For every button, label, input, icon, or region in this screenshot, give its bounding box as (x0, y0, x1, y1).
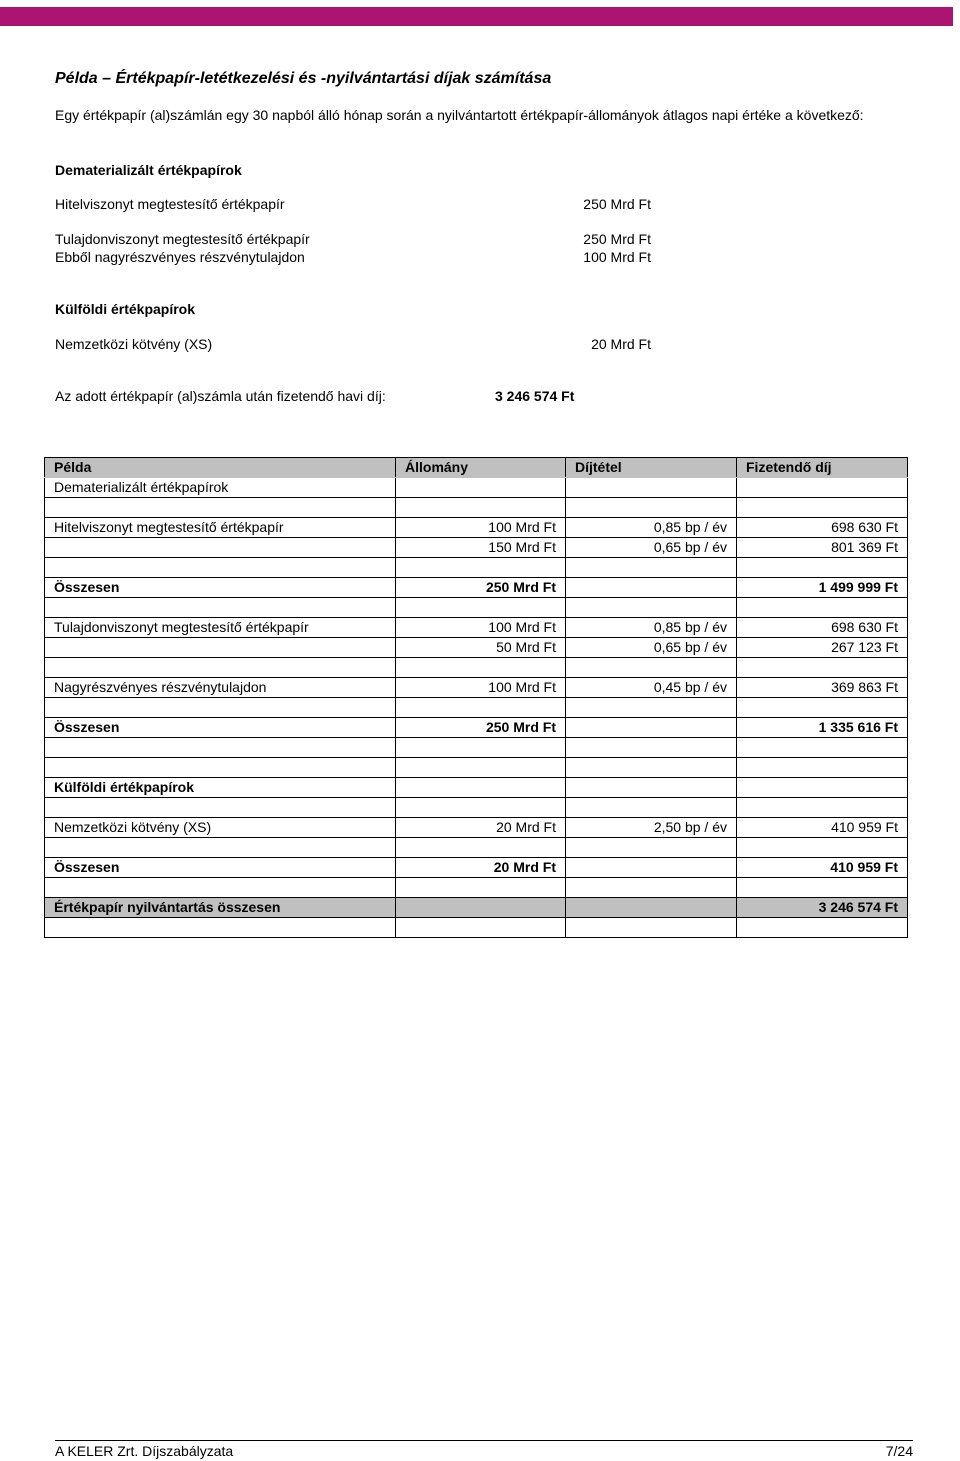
table-cell (566, 658, 737, 678)
table-row (45, 658, 908, 678)
table-cell: 0,65 bp / év (566, 638, 737, 658)
table-cell: 100 Mrd Ft (396, 518, 566, 538)
header-bar (0, 7, 953, 26)
table-cell (566, 778, 737, 798)
table-cell: Külföldi értékpapírok (45, 778, 396, 798)
table-cell (737, 698, 908, 718)
table-cell: Nemzetközi kötvény (XS) (45, 818, 396, 838)
column-header: Fizetendő díj (737, 458, 908, 478)
table-cell (396, 798, 566, 818)
table-cell (396, 918, 566, 938)
table-cell (396, 478, 566, 498)
table-row (45, 758, 908, 778)
table-cell: 150 Mrd Ft (396, 538, 566, 558)
table-cell: 369 863 Ft (737, 678, 908, 698)
table-row (45, 698, 908, 718)
table-cell: 250 Mrd Ft (396, 578, 566, 598)
table-row (45, 638, 908, 658)
table-cell (566, 918, 737, 938)
table-row (45, 818, 908, 838)
monthly-fee-value: 3 246 574 Ft (495, 388, 575, 404)
page-title: Példa – Értékpapír-letétkezelési és -nyilvántartási díjak számítása (55, 70, 552, 87)
table-cell: Összesen (45, 858, 396, 878)
summary-value: 100 Mrd Ft (583, 249, 651, 265)
table-cell (566, 798, 737, 818)
table-cell (396, 658, 566, 678)
table-cell (737, 498, 908, 518)
table-cell: 0,45 bp / év (566, 678, 737, 698)
table-row (45, 918, 908, 938)
dematerialized-heading: Dematerializált értékpapírok (55, 162, 242, 178)
table-cell (45, 558, 396, 578)
table-cell (566, 498, 737, 518)
fee-table (44, 457, 908, 938)
table-cell (737, 738, 908, 758)
summary-label: Tulajdonviszonyt megtestesítő értékpapír (55, 231, 310, 247)
table-cell (566, 898, 737, 918)
table-cell: 100 Mrd Ft (396, 678, 566, 698)
table-cell: 0,65 bp / év (566, 538, 737, 558)
table-cell (45, 918, 396, 938)
table-cell: 50 Mrd Ft (396, 638, 566, 658)
table-cell (737, 838, 908, 858)
column-header: Állomány (396, 458, 566, 478)
table-cell: Értékpapír nyilvántartás összesen (45, 898, 396, 918)
table-cell (396, 558, 566, 578)
table-cell (566, 878, 737, 898)
footer-divider (55, 1440, 913, 1441)
table-cell: 2,50 bp / év (566, 818, 737, 838)
table-row (45, 498, 908, 518)
table-cell: 267 123 Ft (737, 638, 908, 658)
table-cell: 410 959 Ft (737, 818, 908, 838)
table-cell (566, 758, 737, 778)
table-cell: 801 369 Ft (737, 538, 908, 558)
table-cell (45, 658, 396, 678)
table-row (45, 618, 908, 638)
table-row (45, 858, 908, 878)
table-cell (396, 898, 566, 918)
table-row (45, 718, 908, 738)
page-number: 7/24 (885, 1443, 913, 1459)
table-cell (396, 498, 566, 518)
table-cell (45, 598, 396, 618)
table-cell: 698 630 Ft (737, 618, 908, 638)
table-row (45, 538, 908, 558)
table-cell (566, 578, 737, 598)
table-cell (45, 498, 396, 518)
table-cell (396, 778, 566, 798)
table-cell: 3 246 574 Ft (737, 898, 908, 918)
table-row (45, 598, 908, 618)
table-cell: 0,85 bp / év (566, 518, 737, 538)
table-cell (45, 758, 396, 778)
column-header: Díjtétel (566, 458, 737, 478)
table-header-row (45, 458, 908, 478)
table-cell (45, 538, 396, 558)
table-cell (566, 838, 737, 858)
table-cell (737, 758, 908, 778)
table-cell (45, 838, 396, 858)
table-cell (737, 918, 908, 938)
table-cell: 698 630 Ft (737, 518, 908, 538)
table-cell (566, 598, 737, 618)
table-cell (45, 878, 396, 898)
table-cell: Dematerializált értékpapírok (45, 478, 396, 498)
table-cell (396, 738, 566, 758)
table-cell: 1 499 999 Ft (737, 578, 908, 598)
table-cell (737, 658, 908, 678)
summary-value: 250 Mrd Ft (583, 231, 651, 247)
table-cell (396, 698, 566, 718)
table-row (45, 838, 908, 858)
summary-label: Hitelviszonyt megtestesítő értékpapír (55, 196, 285, 212)
table-cell: 20 Mrd Ft (396, 858, 566, 878)
table-cell: 20 Mrd Ft (396, 818, 566, 838)
table-cell (737, 478, 908, 498)
summary-label: Nemzetközi kötvény (XS) (55, 336, 213, 352)
table-cell: 250 Mrd Ft (396, 718, 566, 738)
table-cell (737, 878, 908, 898)
table-cell (566, 558, 737, 578)
table-cell (737, 798, 908, 818)
table-row (45, 798, 908, 818)
table-cell (737, 778, 908, 798)
table-row (45, 518, 908, 538)
table-cell: Hitelviszonyt megtestesítő értékpapír (45, 518, 396, 538)
table-cell: Összesen (45, 578, 396, 598)
table-cell: 1 335 616 Ft (737, 718, 908, 738)
summary-value: 250 Mrd Ft (583, 196, 651, 212)
column-header: Példa (45, 458, 396, 478)
table-cell (396, 838, 566, 858)
table-row (45, 678, 908, 698)
summary-label: Ebből nagyrészvényes részvénytulajdon (55, 249, 305, 265)
table-cell (45, 798, 396, 818)
table-cell: 0,85 bp / év (566, 618, 737, 638)
summary-value: 20 Mrd Ft (591, 336, 651, 352)
table-cell (45, 698, 396, 718)
table-cell (737, 558, 908, 578)
table-cell (566, 858, 737, 878)
table-cell (566, 478, 737, 498)
table-row (45, 878, 908, 898)
table-row (45, 778, 908, 798)
table-row (45, 558, 908, 578)
table-cell (396, 878, 566, 898)
table-cell: Tulajdonviszonyt megtestesítő értékpapír (45, 618, 396, 638)
table-cell (566, 738, 737, 758)
foreign-heading: Külföldi értékpapírok (55, 301, 196, 317)
table-cell: 410 959 Ft (737, 858, 908, 878)
table-row (45, 478, 908, 498)
table-row (45, 578, 908, 598)
intro-text: Egy értékpapír (al)számlán egy 30 napból álló hónap során a nyilvántartott értékpapír-állományok átlagos napi értéke a következő: (55, 107, 864, 123)
footer-title: A KELER Zrt. Díjszabályzata (55, 1443, 234, 1459)
table-cell (396, 598, 566, 618)
table-cell (45, 638, 396, 658)
table-row (45, 898, 908, 918)
table-cell (566, 718, 737, 738)
table-cell (737, 598, 908, 618)
table-cell (396, 758, 566, 778)
table-cell: 100 Mrd Ft (396, 618, 566, 638)
table-cell (566, 698, 737, 718)
table-cell: Nagyrészvényes részvénytulajdon (45, 678, 396, 698)
table-row (45, 738, 908, 758)
table-cell (45, 738, 396, 758)
table-cell: Összesen (45, 718, 396, 738)
monthly-fee-label: Az adott értékpapír (al)számla után fizetendő havi díj: (55, 388, 386, 404)
